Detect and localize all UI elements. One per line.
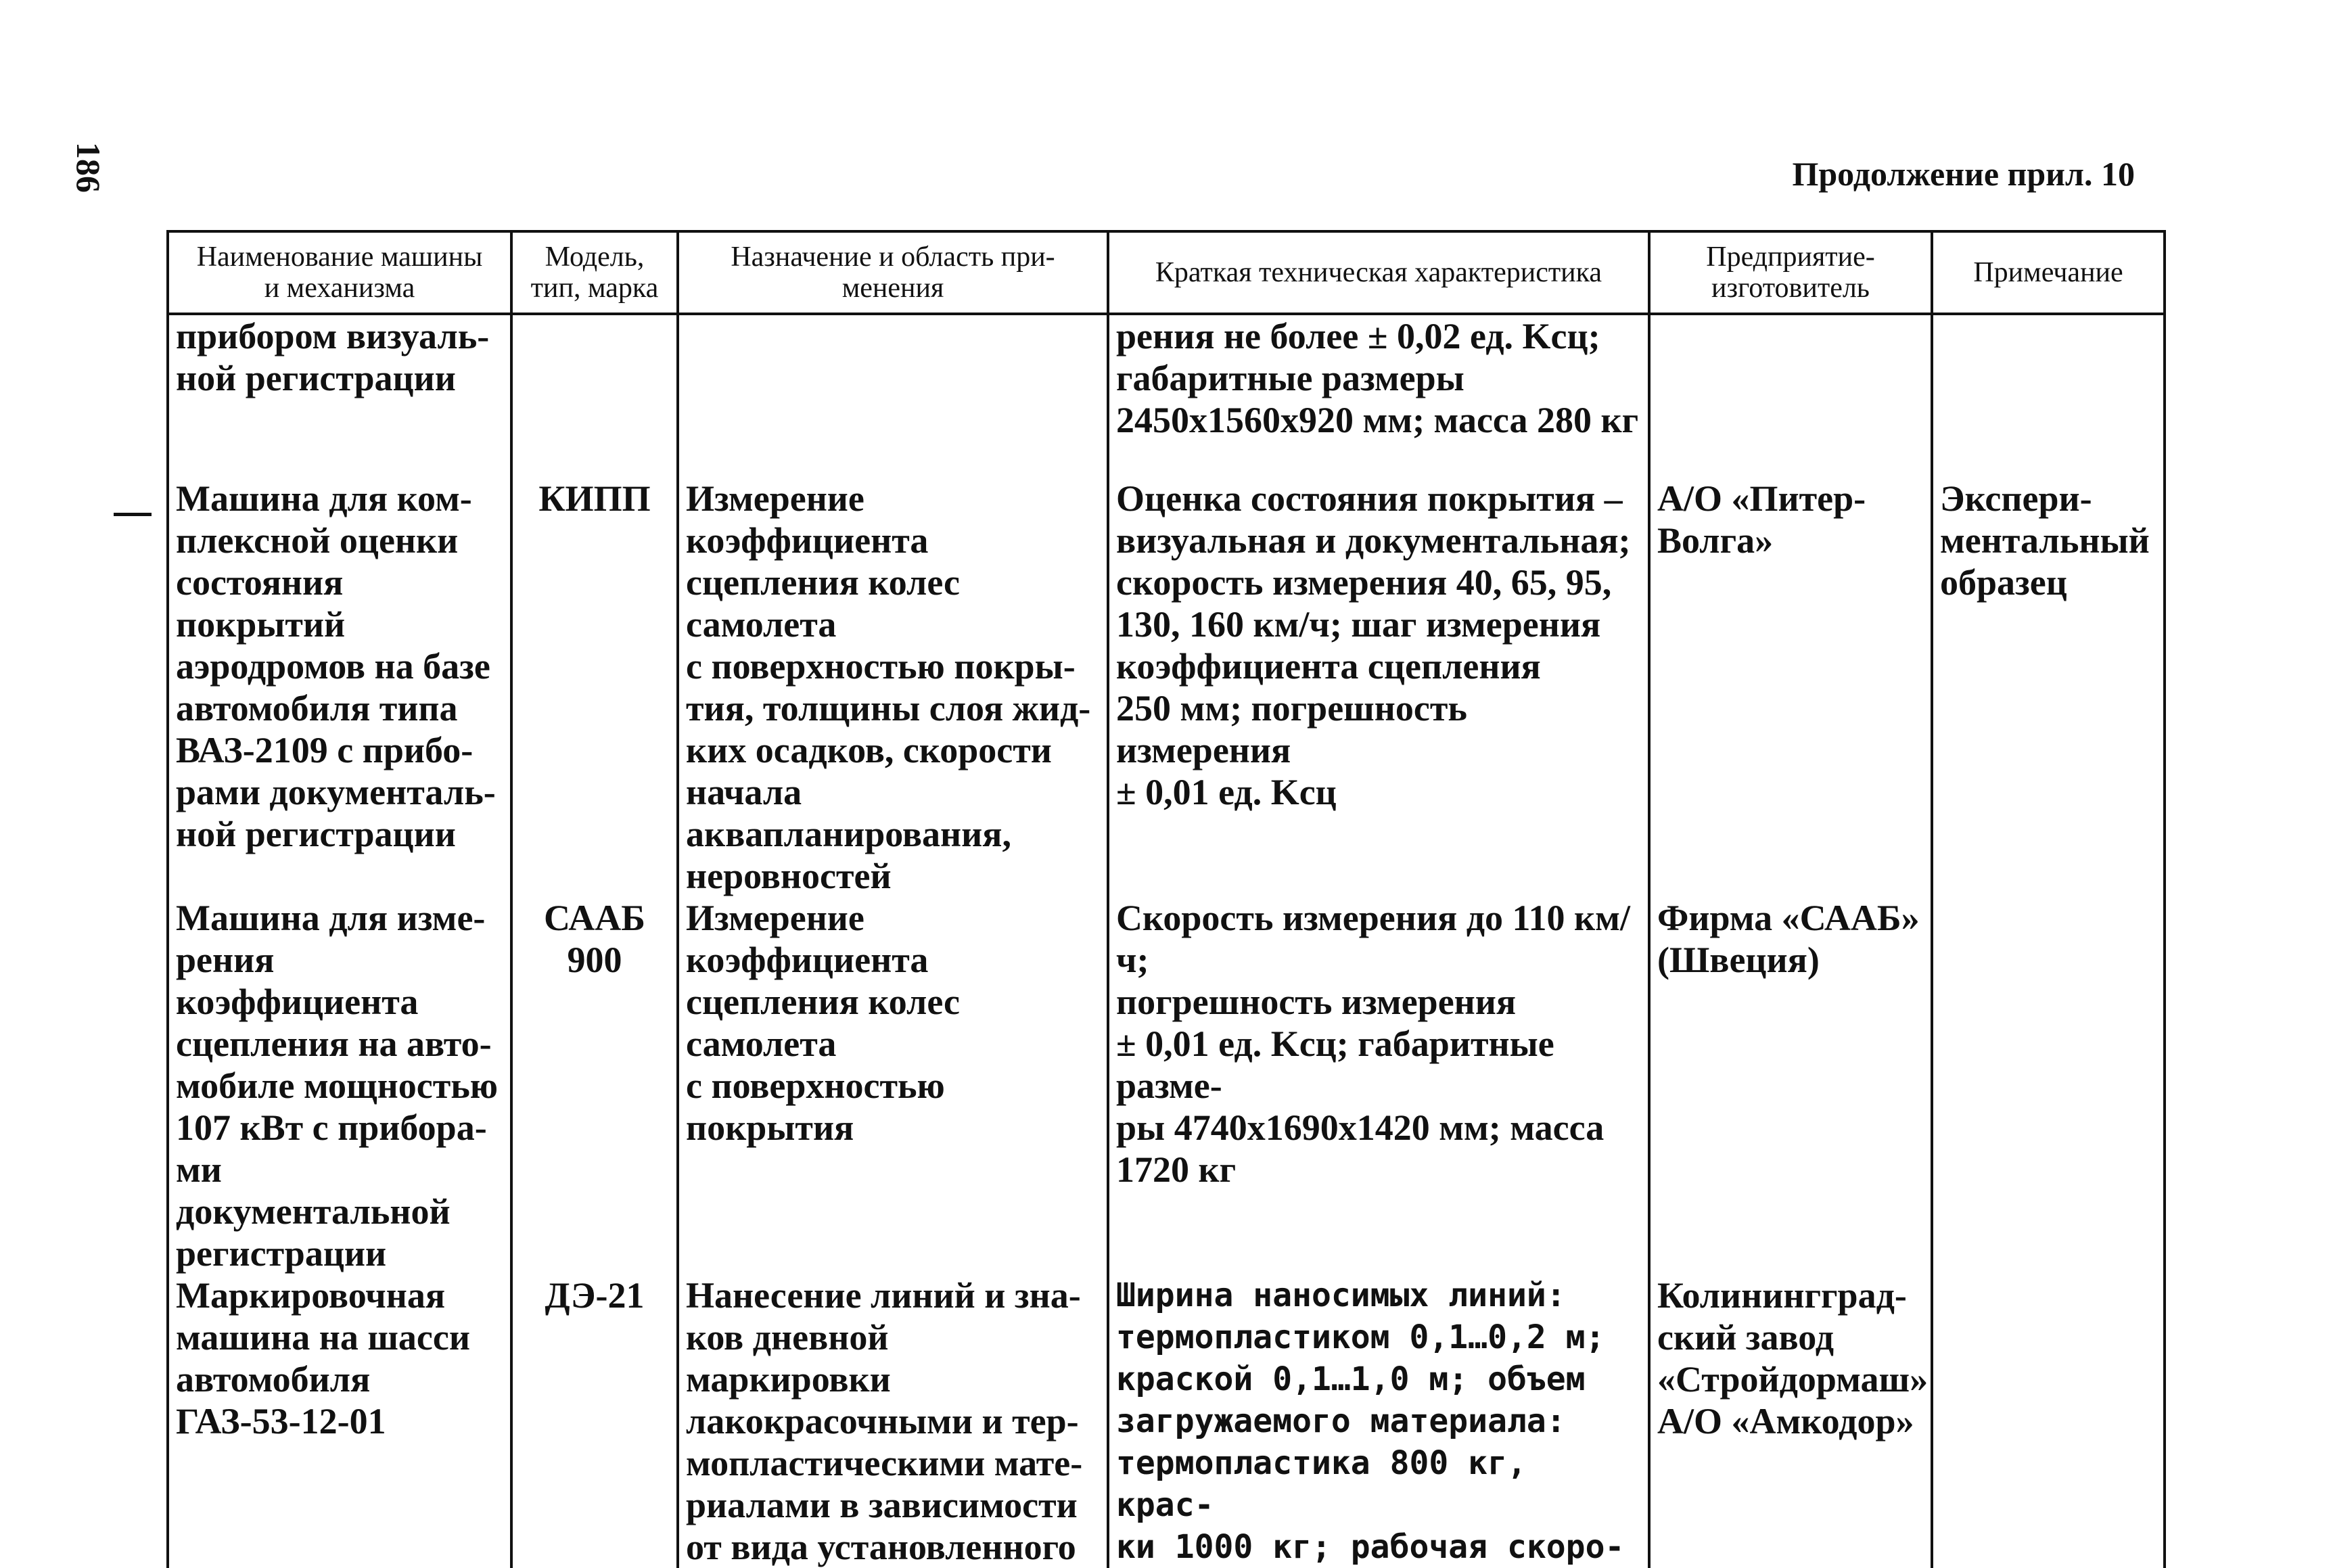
cell-note (1932, 314, 2165, 478)
cell-manufacturer: А/О «Питер- Волга» (1649, 478, 1932, 897)
cell-name: Маркировочная машина на шасси автомобиля ГАЗ-53-12-01 (168, 1274, 511, 1568)
cell-specs: Ширина наносимых линий: термопластиком 0,1…0,2 м; краской 0,1…1,0 м; объем загружаемого материала: термопластика 800 кг, крас- ки 1000 кг; рабочая скоро- (1108, 1274, 1649, 1568)
cell-purpose: Нанесение линий и зна- ков дневной маркировки лакокрасочными и тер- мопластическими мате- риалами в зависимости от вида установленного (678, 1274, 1108, 1568)
cell-purpose: Измерение коэффициента сцепления колес самолета с поверхностью покры- тия, толщины слоя жид- ких осадков, скорости начала аквапланирования, неровностей (678, 478, 1108, 897)
cell-name: Машина для изме- рения коэффициента сцепления на авто- мобиле мощностью 107 кВт с прибора- ми документальной регистрации (168, 897, 511, 1274)
table-row (168, 478, 2165, 897)
table-row (168, 897, 2165, 1274)
page-number: 186 (70, 142, 108, 193)
header-specs: Краткая техническая характеристика (1108, 231, 1649, 314)
header-manufacturer: Предприятие- изготовитель (1649, 231, 1932, 314)
cell-manufacturer (1649, 314, 1932, 478)
cell-note (1932, 1274, 2165, 1568)
cell-specs: рения не более ± 0,02 ед. Kсц; габаритные размеры 2450х1560х920 мм; масса 280 кг (1108, 314, 1649, 478)
table-row (168, 1274, 2165, 1568)
cell-note (1932, 897, 2165, 1274)
cell-specs: Оценка состояния покрытия – визуальная и документальная; скорость измерения 40, 65, 95, 130, 160 км/ч; шаг измерения коэффициента сцепления 250 мм; погрешность измерения ± 0,01 ед. Kсц (1108, 478, 1649, 897)
table-header-row (168, 231, 2165, 314)
cell-name: прибором визуаль- ной регистрации (168, 314, 511, 478)
cell-note: Экспери- ментальный образец (1932, 478, 2165, 897)
cell-model: КИПП (511, 478, 678, 897)
cell-purpose (678, 314, 1108, 478)
equipment-table-wrapper (166, 230, 2163, 1567)
header-purpose: Назначение и область при- менения (678, 231, 1108, 314)
cell-model: СААБ 900 (511, 897, 678, 1274)
cell-manufacturer: Фирма «СААБ» (Швеция) (1649, 897, 1932, 1274)
continuation-heading: Продолжение прил. 10 (1792, 155, 2135, 193)
cell-model: ДЭ-21 (511, 1274, 678, 1568)
table-row (168, 314, 2165, 478)
margin-mark (114, 513, 152, 516)
cell-specs: Скорость измерения до 110 км/ч; погрешность измерения ± 0,01 ед. Kсц; габаритные разме- ры 4740х1690х1420 мм; масса 1720 кг (1108, 897, 1649, 1274)
header-model: Модель, тип, марка (511, 231, 678, 314)
cell-model (511, 314, 678, 478)
cell-name: Машина для ком- плексной оценки состояния покрытий аэродромов на базе автомобиля типа ВАЗ-2109 с прибо- рами документаль- ной регистрации (168, 478, 511, 897)
cell-manufacturer: Колинингград- ский завод «Стройдормаш» А/О «Амкодор» (1649, 1274, 1932, 1568)
equipment-table (166, 230, 2166, 1568)
header-note: Примечание (1932, 231, 2165, 314)
cell-purpose: Измерение коэффициента сцепления колес самолета с поверхностью покрытия (678, 897, 1108, 1274)
header-name: Наименование машины и механизма (168, 231, 511, 314)
